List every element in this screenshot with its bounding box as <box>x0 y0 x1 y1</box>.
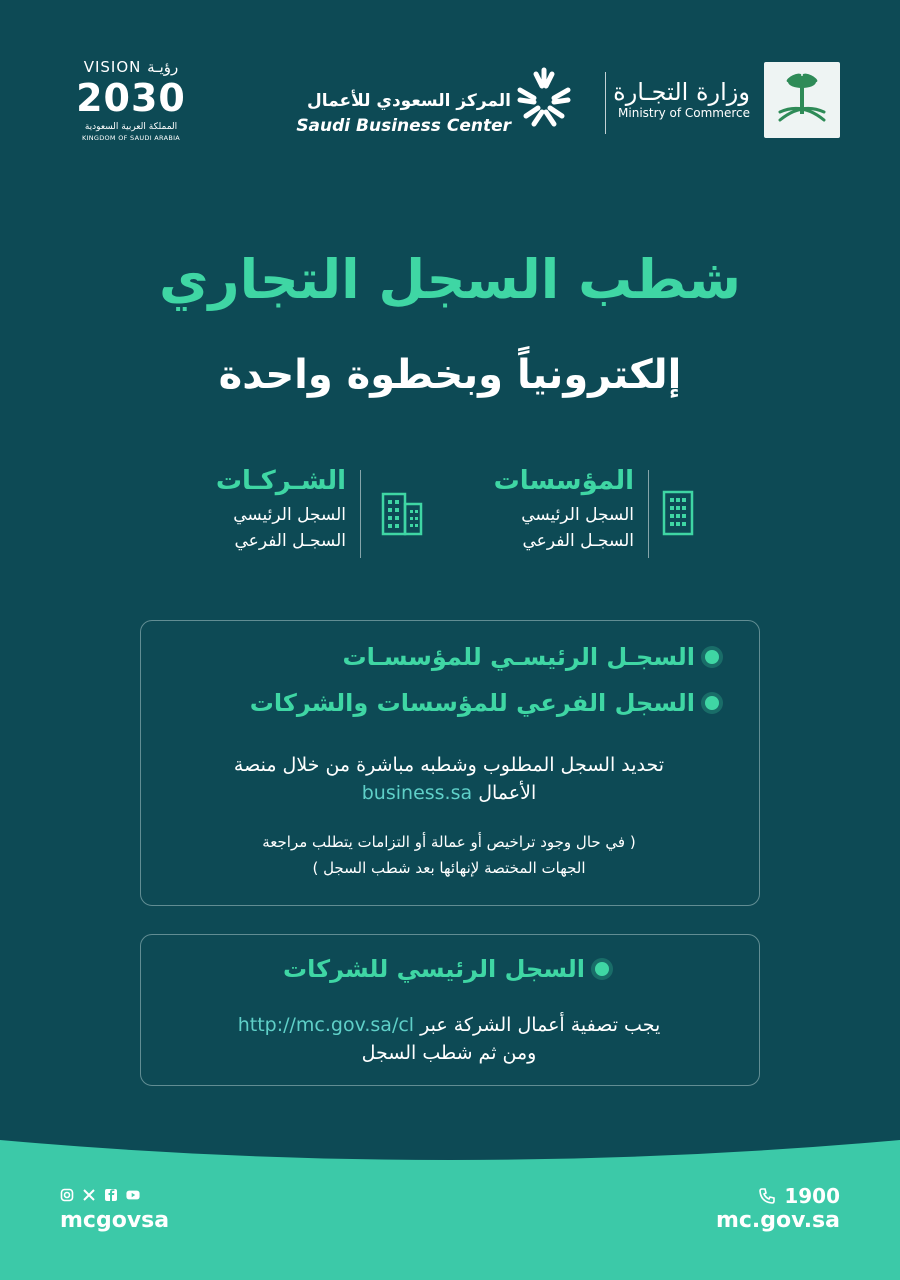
panel1-description <box>159 751 739 807</box>
social-icons <box>60 1188 144 1202</box>
establishments-info-panel <box>140 620 760 906</box>
establishments-item-branch: السجـل الفرعي <box>522 531 634 551</box>
main-title: شطب السجل التجاري <box>159 248 741 311</box>
establishments-icon <box>660 488 696 542</box>
x-icon[interactable] <box>82 1188 96 1202</box>
mc-gov-sa-cl-link[interactable]: http://mc.gov.sa/cl <box>237 1014 415 1036</box>
panel1-bullet-2 <box>250 689 719 717</box>
bullet-dot-icon <box>595 962 609 976</box>
instagram-icon[interactable] <box>60 1188 74 1202</box>
vision-arabic-line: المملكة العربية السعودية <box>84 122 178 132</box>
panel1-text-line-2-prefix: الأعمال <box>478 782 537 804</box>
panel1-note <box>159 829 739 881</box>
bullet-dot-icon <box>705 650 719 664</box>
establishments-block <box>494 466 634 554</box>
companies-divider <box>360 470 361 558</box>
phone-number: 1900 <box>784 1184 840 1208</box>
establishments-divider <box>648 470 649 558</box>
panel1-bullet-1-text: السجـل الرئيسـي للمؤسسـات <box>342 643 695 671</box>
phone-icon <box>758 1187 776 1205</box>
ministry-arabic-name: وزارة التجـارة <box>613 78 750 106</box>
website-link[interactable]: mc.gov.sa <box>715 1208 840 1233</box>
facebook-icon[interactable] <box>104 1188 118 1202</box>
companies-info-panel <box>140 934 760 1086</box>
sbc-logo-icon <box>516 66 572 132</box>
panel2-text-line-1 <box>159 1011 739 1039</box>
panel2-description <box>159 1011 739 1067</box>
companies-title: الشـركـات <box>215 466 346 496</box>
panel1-bullet-1 <box>343 643 719 671</box>
panel2-bullet-text: السجل الرئيسي للشركات <box>282 955 585 983</box>
panel2-bullet <box>283 955 609 983</box>
establishments-title: المؤسسات <box>493 466 634 496</box>
saudi-emblem-icon <box>764 62 840 138</box>
companies-block <box>216 466 346 554</box>
sbc-arabic-name: المركز السعودي للأعمال <box>307 91 511 111</box>
sub-title: إلكترونياً وبخطوة واحدة <box>218 352 682 398</box>
panel1-note-line-1: ( في حال وجود تراخيص أو عمالة أو التزامات يتطلب مراجعة <box>262 833 636 851</box>
vision-english-line: KINGDOM OF SAUDI ARABIA <box>81 134 181 142</box>
header-divider <box>605 72 606 134</box>
panel1-note-line-2: الجهات المختصة لإنهائها بعد شطب السجل ) <box>312 859 586 877</box>
panel1-text-line-1: تحديد السجل المطلوب وشطبه مباشرة من خلال منصة <box>233 754 665 776</box>
phone-block[interactable] <box>758 1184 840 1208</box>
business-sa-link[interactable]: business.sa <box>361 782 473 804</box>
panel1-text-line-2 <box>159 779 739 807</box>
panel2-text-line-2: ومن ثم شطب السجل <box>361 1042 537 1064</box>
companies-item-main: السجل الرئيسي <box>233 505 346 525</box>
vision-2030-logo <box>66 58 196 142</box>
vision-label: VISION رؤيـة <box>83 58 179 76</box>
establishments-item-main: السجل الرئيسي <box>521 505 634 525</box>
bullet-dot-icon <box>705 696 719 710</box>
companies-item-branch: السجـل الفرعي <box>234 531 346 551</box>
ministry-english-name: Ministry of Commerce <box>618 106 750 120</box>
companies-icon <box>380 488 424 542</box>
youtube-icon[interactable] <box>126 1188 140 1202</box>
vision-year: 2030 <box>76 76 186 120</box>
panel2-text-line-1-prefix: يجب تصفية أعمال الشركة عبر <box>420 1014 661 1036</box>
social-handle[interactable]: mcgovsa <box>60 1208 170 1233</box>
sbc-english-name: Saudi Business Center <box>296 116 511 136</box>
panel1-bullet-2-text: السجل الفرعي للمؤسسات والشركات <box>249 689 695 717</box>
